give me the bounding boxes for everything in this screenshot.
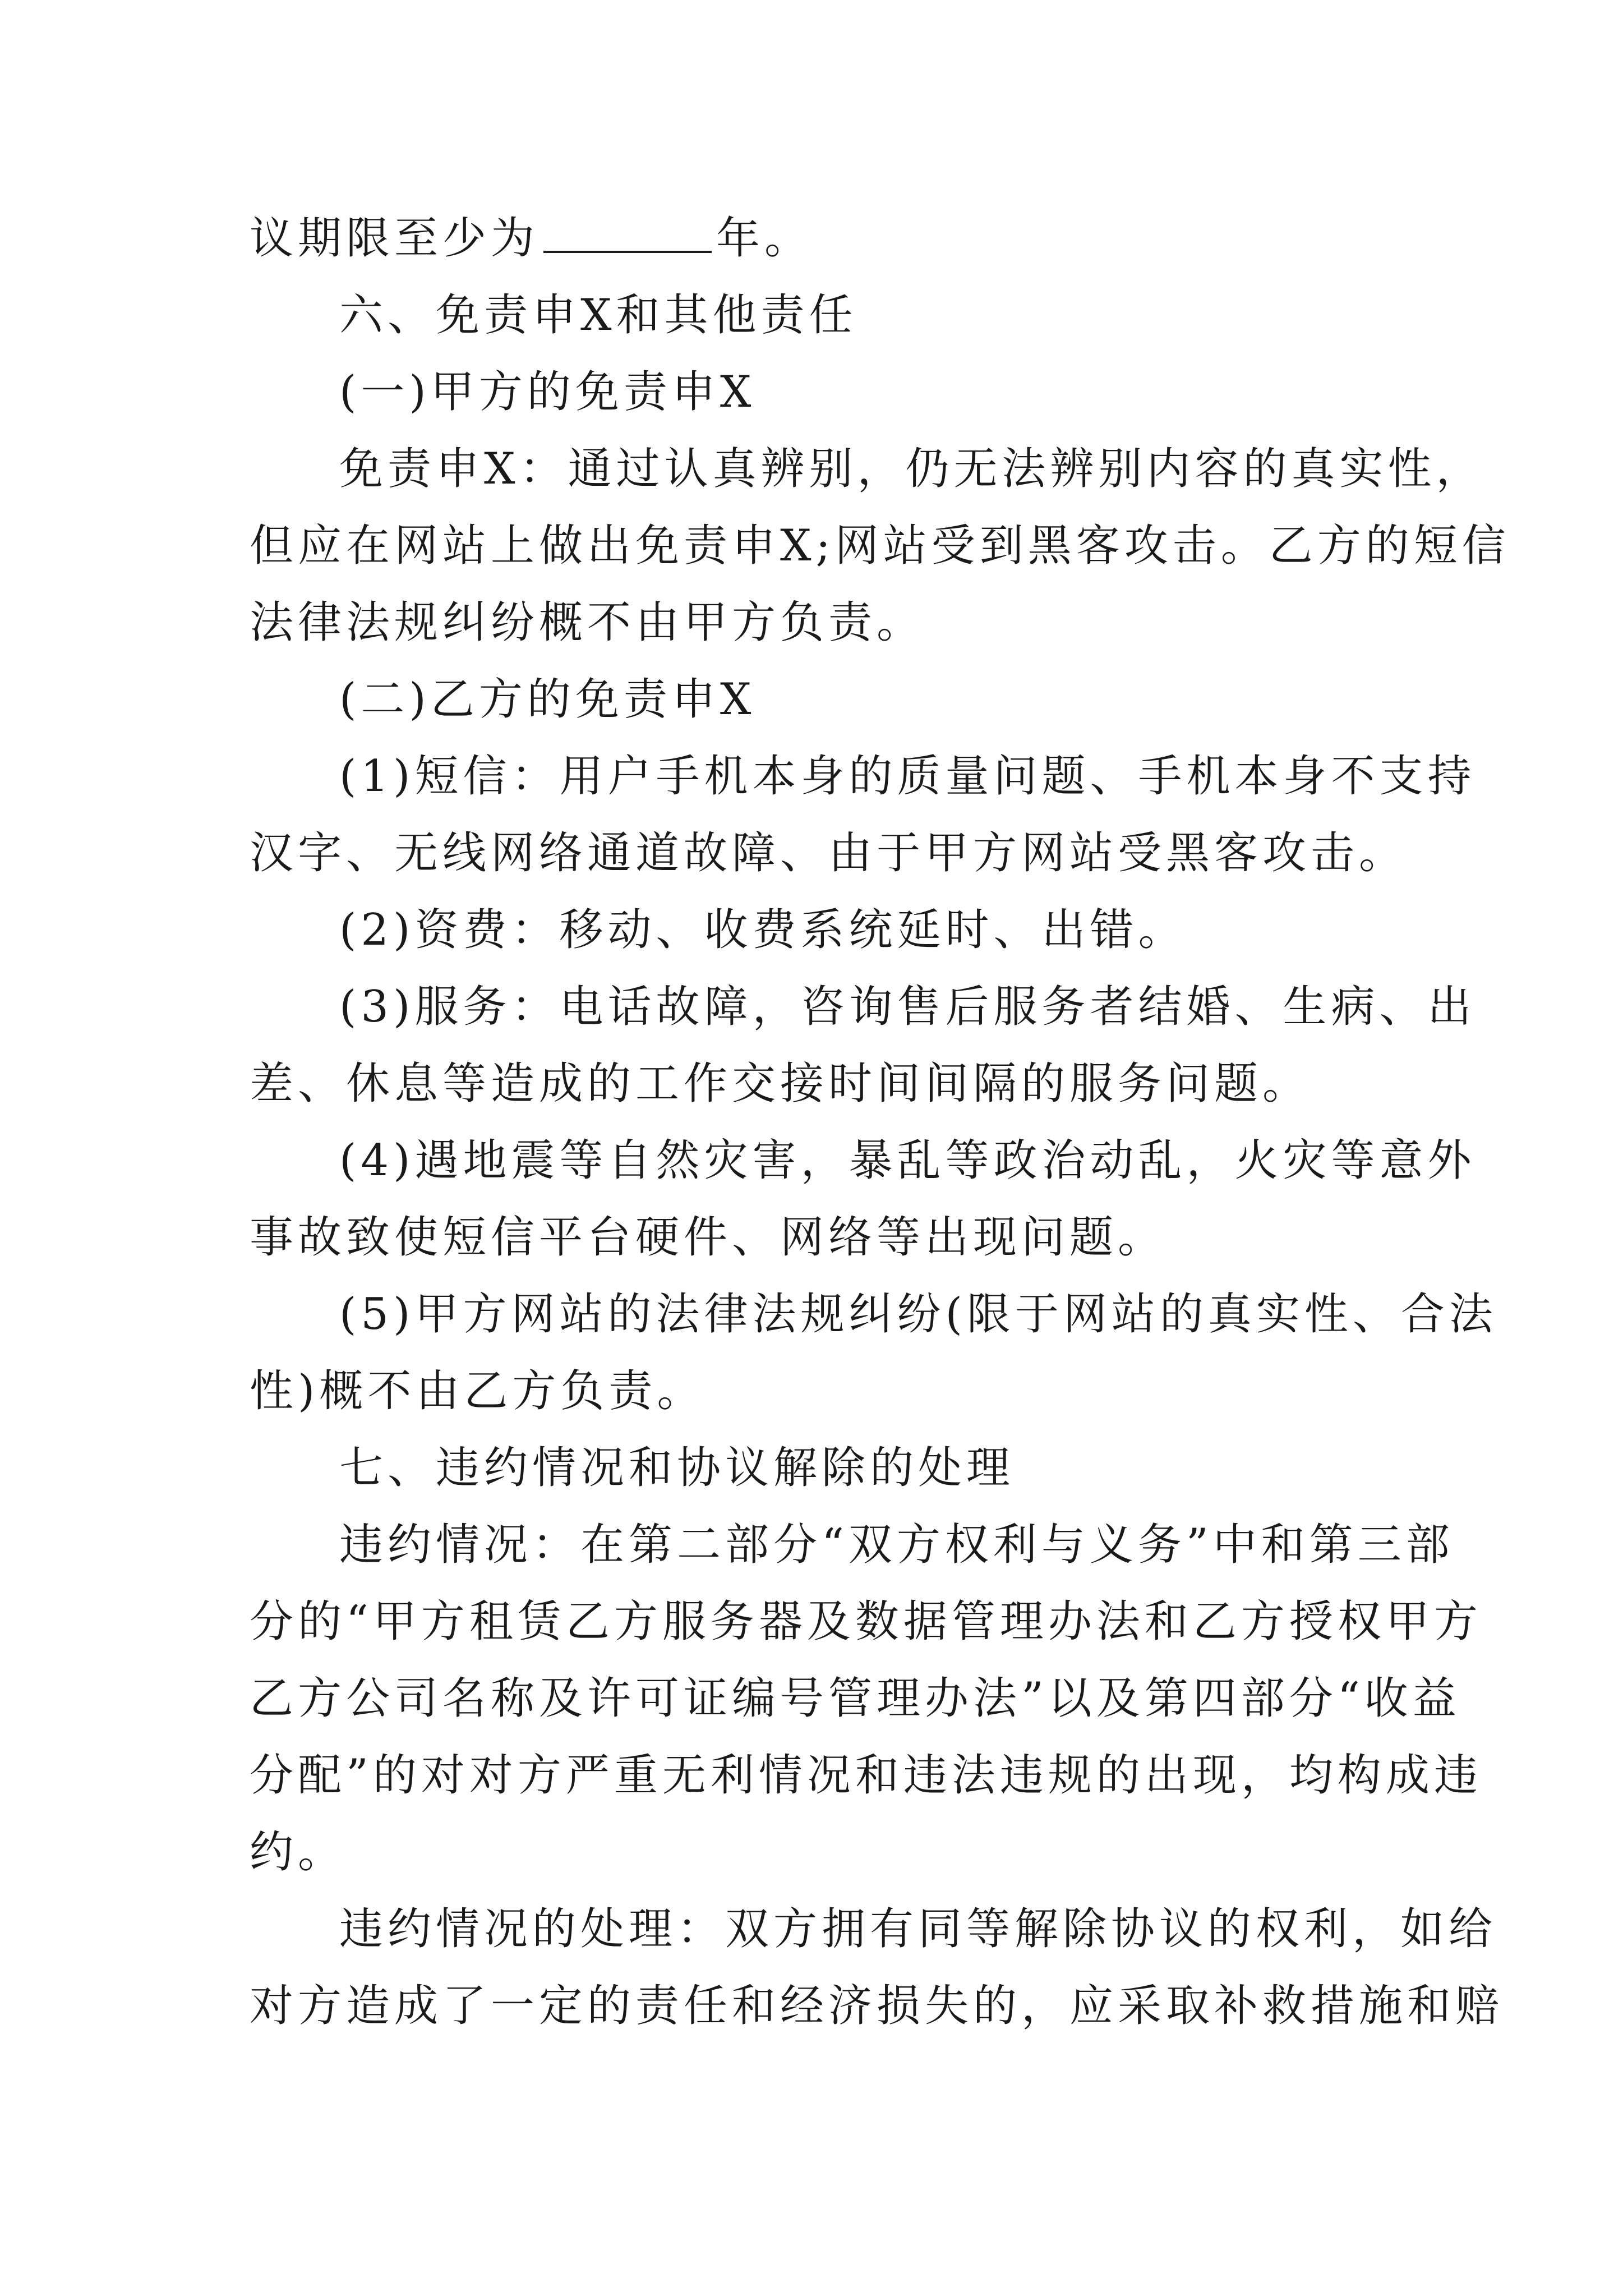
list-item-line: (4)遇地震等自然灾害，暴乱等政治动乱，火灾等意外 [339, 1135, 1476, 1186]
paragraph-line: 但应在网站上做出免责申X;网站受到黑客攻击。乙方的短信 [250, 521, 1510, 571]
subsection-heading-party-b: (二)乙方的免责申X [339, 674, 756, 725]
line-term-limit-end: 年。 [716, 213, 813, 264]
section-heading-6: 六、免责申X和其他责任 [339, 290, 857, 341]
list-item-line: 汉字、无线网络通道故障、由于甲方网站受黑客攻击。 [250, 828, 1408, 878]
paragraph-line: 约。 [250, 1827, 347, 1878]
fill-in-blank [543, 215, 712, 253]
paragraph-line: 分配”的对对方严重无利情况和违法违规的出现，均构成违 [250, 1750, 1482, 1801]
paragraph-line: 免责申X：通过认真辨别，仍无法辨别内容的真实性， [339, 444, 1484, 494]
paragraph-line: 法律法规纠纷概不由甲方负责。 [250, 597, 925, 648]
list-item-line: 事故致使短信平台硬件、网络等出现问题。 [250, 1212, 1166, 1263]
list-item-line: (2)资费：移动、收费系统延时、出错。 [339, 905, 1187, 955]
list-item-line: 差、休息等造成的工作交接时间间隔的服务问题。 [250, 1059, 1311, 1109]
paragraph-line: 分的“甲方租赁乙方服务器及数据管理办法和乙方授权甲方 [250, 1596, 1482, 1647]
paragraph-line: 违约情况的处理：双方拥有同等解除协议的权利，如给 [339, 1904, 1497, 1954]
line-term-limit-start: 议期限至少为 [250, 213, 540, 264]
section-heading-7: 七、违约情况和协议解除的处理 [339, 1443, 1015, 1493]
list-item-line: (3)服务：电话故障，咨询售后服务者结婚、生病、出 [339, 982, 1476, 1032]
paragraph-line: 对方造成了一定的责任和经济损失的，应采取补救措施和赔 [250, 1981, 1504, 2031]
list-item-line: (5)甲方网站的法律法规纠纷(限于网站的真实性、合法 [339, 1289, 1497, 1340]
list-item-line: (1)短信：用户手机本身的质量问题、手机本身不支持 [339, 751, 1476, 802]
paragraph-line: 违约情况：在第二部分“双方权利与义务”中和第三部 [339, 1520, 1454, 1570]
line-term-limit [250, 210, 1382, 266]
paragraph-line: 乙方公司名称及许可证编号管理办法”以及第四部分“收益 [250, 1673, 1461, 1724]
list-item-line: 性)概不由乙方负责。 [250, 1366, 706, 1416]
subsection-heading-party-a: (一)甲方的免责申X [339, 367, 756, 417]
